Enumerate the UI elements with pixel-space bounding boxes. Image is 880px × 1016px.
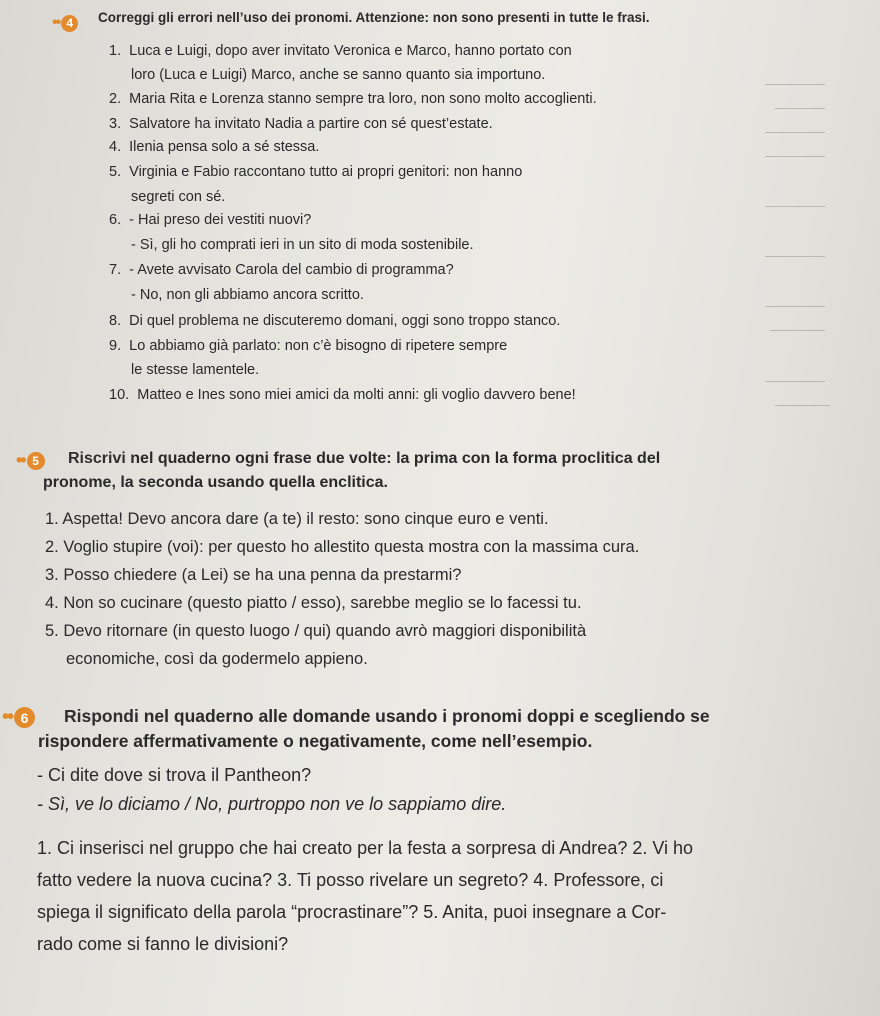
answer-line bbox=[765, 132, 825, 133]
item-8: 8. Di quel problema ne discuteremo domani, oggi sono troppo stanco. bbox=[109, 313, 561, 329]
exercise-number-badge: 5 bbox=[27, 452, 45, 470]
ex5-item-3: 3. Posso chiedere (a Lei) se ha una penna da prestarmi? bbox=[45, 566, 462, 584]
item-6-line-1: 6. - Hai preso dei vestiti nuovi? bbox=[109, 212, 312, 228]
answer-line bbox=[765, 84, 825, 85]
answer-line bbox=[765, 206, 825, 207]
questions-line-1: 1. Ci inserisci nel gruppo che hai creato per la festa a sorpresa di Andrea? 2. Vi ho bbox=[37, 838, 694, 858]
difficulty-dots-icon: •• bbox=[52, 14, 60, 31]
item-7-line-1: 7. - Avete avvisato Carola del cambio di programma? bbox=[109, 262, 454, 278]
ex5-item-5-line-2: economiche, così da godermelo appieno. bbox=[66, 650, 368, 668]
item-9-line-1: 9. Lo abbiamo già parlato: non c’è bisogno di ripetere sempre bbox=[109, 338, 508, 354]
answer-line bbox=[765, 306, 825, 307]
exercise-6-instruction-line-1: Rispondi nel quaderno alle domande usando i pronomi doppi e scegliendo se bbox=[64, 706, 710, 726]
answer-line bbox=[775, 405, 830, 406]
exercise-4-instruction: Correggi gli errori nell’uso dei pronomi. Attenzione: non sono presenti in tutte le frasi. bbox=[98, 10, 650, 25]
item-3: 3. Salvatore ha invitato Nadia a partire con sé quest’estate. bbox=[109, 116, 493, 132]
ex5-item-2: 2. Voglio stupire (voi): per questo ho allestito questa mostra con la massima cura. bbox=[45, 538, 640, 556]
exercise-number-badge: 6 bbox=[14, 707, 35, 728]
exercise-5-instruction-line-1: Riscrivi nel quaderno ogni frase due volte: la prima con la forma proclitica del bbox=[68, 450, 661, 467]
exercise-6-marker bbox=[2, 706, 35, 729]
item-6-line-2: - Sì, gli ho comprati ieri in un sito di moda sostenibile. bbox=[131, 237, 474, 253]
item-4: 4. Ilenia pensa solo a sé stessa. bbox=[109, 139, 320, 155]
exercise-number-badge: 4 bbox=[61, 15, 78, 32]
item-7-line-2: - No, non gli abbiamo ancora scritto. bbox=[131, 287, 364, 303]
questions-line-4: rado come si fanno le divisioni? bbox=[37, 934, 289, 954]
item-1-line-2: loro (Luca e Luigi) Marco, anche se sanno quanto sia importuno. bbox=[131, 67, 546, 83]
example-answer: - Sì, ve lo diciamo / No, purtroppo non ve lo sappiamo dire. bbox=[37, 794, 507, 814]
ex5-item-5-line-1: 5. Devo ritornare (in questo luogo / qui) quando avrò maggiori disponibilità bbox=[45, 622, 587, 640]
example-question: - Ci dite dove si trova il Pantheon? bbox=[37, 765, 312, 785]
answer-line bbox=[770, 330, 825, 331]
questions-line-2: fatto vedere la nuova cucina? 3. Ti posso rivelare un segreto? 4. Professore, ci bbox=[37, 870, 664, 890]
item-9-line-2: le stesse lamentele. bbox=[131, 362, 260, 378]
item-2: 2. Maria Rita e Lorenza stanno sempre tra loro, non sono molto accoglienti. bbox=[109, 91, 597, 107]
ex5-item-4: 4. Non so cucinare (questo piatto / esso), sarebbe meglio se lo facessi tu. bbox=[45, 594, 582, 612]
item-5-line-2: segreti con sé. bbox=[131, 189, 226, 205]
difficulty-dots-icon: •• bbox=[2, 706, 13, 728]
exercise-6-instruction-line-2: rispondere affermativamente o negativamente, come nell’esempio. bbox=[38, 731, 593, 751]
item-5-line-1: 5. Virginia e Fabio raccontano tutto ai propri genitori: non hanno bbox=[109, 164, 523, 180]
exercise-5-marker bbox=[16, 450, 45, 471]
answer-line bbox=[765, 256, 825, 257]
difficulty-dots-icon: •• bbox=[16, 450, 25, 470]
item-1-line-1: 1. Luca e Luigi, dopo aver invitato Veronica e Marco, hanno portato con bbox=[109, 43, 572, 59]
answer-line bbox=[765, 156, 825, 157]
exercise-4-marker bbox=[52, 14, 78, 32]
answer-line bbox=[765, 381, 825, 382]
exercise-5-instruction-line-2: pronome, la seconda usando quella enclitica. bbox=[43, 474, 388, 491]
questions-line-3: spiega il significato della parola “procrastinare”? 5. Anita, puoi insegnare a Cor- bbox=[37, 902, 667, 922]
item-10: 10. Matteo e Ines sono miei amici da molti anni: gli voglio davvero bene! bbox=[109, 387, 576, 403]
ex5-item-1: 1. Aspetta! Devo ancora dare (a te) il resto: sono cinque euro e venti. bbox=[45, 510, 549, 528]
answer-line bbox=[775, 108, 825, 109]
